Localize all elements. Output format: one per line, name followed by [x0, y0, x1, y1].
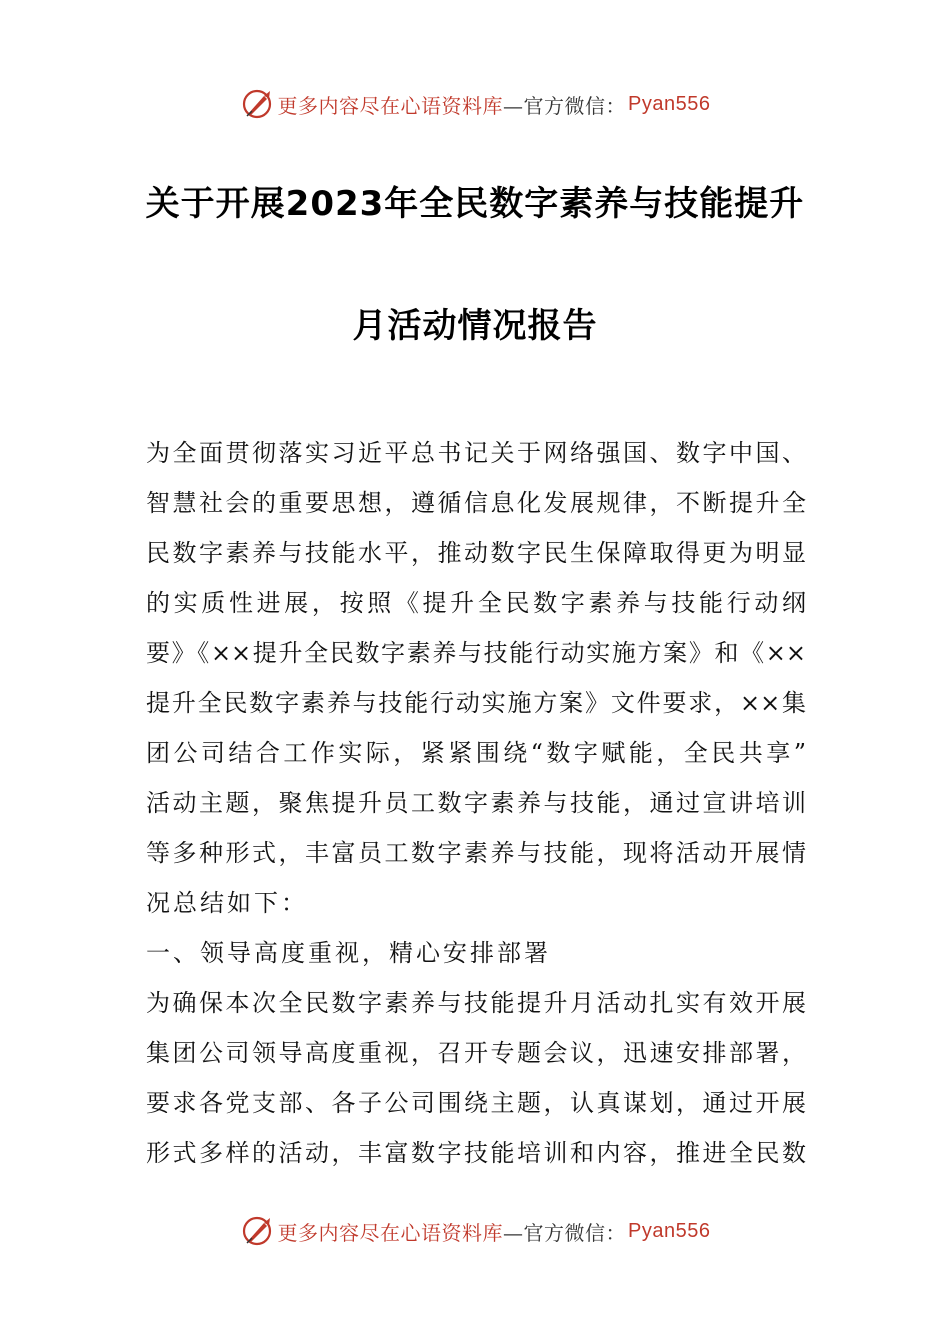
header-wechat-id: Pyan556 — [628, 92, 711, 115]
footer-wechat-text: —官方微信： — [503, 1220, 627, 1245]
body-line: 为确保本次全民数字素养与技能提升月活动扎实有效开展 — [146, 989, 806, 1017]
footer-site-text: 更多内容尽在心语资料库 — [277, 1220, 504, 1245]
body-line: 等多种形式，丰富员工数字素养与技能，现将活动开展情 — [146, 839, 806, 867]
body-line: 形式多样的活动，丰富数字技能培训和内容，推进全民数 — [146, 1139, 806, 1167]
header-site-text: 更多内容尽在心语资料库 — [277, 93, 504, 118]
section-heading: 一、领导高度重视，精心安排部署 — [146, 939, 551, 967]
body-line: 集团公司领导高度重视，召开专题会议，迅速安排部署， — [146, 1039, 806, 1067]
document-body — [146, 428, 806, 1178]
document-title-line-2: 月活动情况报告 — [352, 306, 598, 346]
body-line: 民数字素养与技能水平，推动数字民生保障取得更为明显 — [146, 539, 806, 567]
body-line: 团公司结合工作实际，紧紧围绕“数字赋能，全民共享” — [146, 739, 806, 767]
quill-pen-logo-icon — [240, 1214, 274, 1248]
body-line: 智慧社会的重要思想，遵循信息化发展规律，不断提升全 — [146, 489, 806, 517]
body-line: 为全面贯彻落实习近平总书记关于网络强国、数字中国、 — [146, 439, 806, 467]
body-line: 提升全民数字素养与技能行动实施方案》文件要求，××集 — [146, 689, 806, 717]
quill-pen-logo-icon — [240, 87, 274, 121]
header-banner — [0, 84, 950, 124]
body-line: 要求各党支部、各子公司围绕主题，认真谋划，通过开展 — [146, 1089, 806, 1117]
header-wechat-text: —官方微信： — [503, 93, 627, 118]
footer-wechat-id: Pyan556 — [628, 1219, 711, 1242]
body-line: 要》《××提升全民数字素养与技能行动实施方案》和《×× — [146, 639, 806, 667]
body-line: 况总结如下： — [146, 889, 308, 917]
body-line: 的实质性进展，按照《提升全民数字素养与技能行动纲 — [146, 589, 806, 617]
footer-banner — [0, 1211, 950, 1251]
document-title-line-1: 关于开展2023年全民数字素养与技能提升 — [145, 184, 805, 224]
body-line: 活动主题，聚焦提升员工数字素养与技能，通过宣讲培训 — [146, 789, 806, 817]
